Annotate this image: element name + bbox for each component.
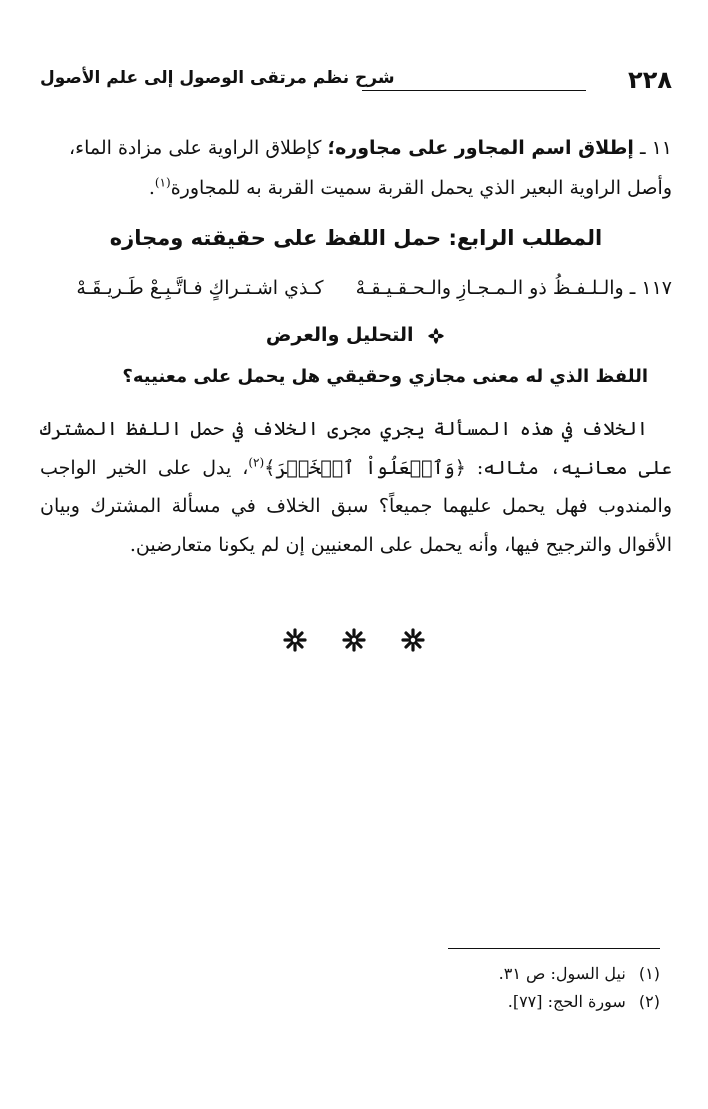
- item-text-line2: وأصل الراوية البعير الذي يحمل القربة سميت القربة به للمجاورة: [170, 177, 672, 199]
- footnote-text: نيل السول: ص ٣١.: [498, 964, 626, 983]
- verse-line: [40, 270, 672, 306]
- item-11: [40, 128, 672, 208]
- section-heading: المطلب الرابع: حمل اللفظ على حقيقته ومجازه: [109, 226, 603, 250]
- footnote-number: (٢): [638, 992, 660, 1011]
- footnote-ref-1[interactable]: (١): [154, 175, 171, 190]
- footnote-rule: [448, 948, 660, 949]
- footnote-2: [40, 988, 660, 1016]
- item-text-line1: كإطلاق الراوية على مزادة الماء،: [69, 137, 322, 159]
- subheading-text: التحليل والعرض: [265, 324, 414, 346]
- page-header: [40, 62, 672, 102]
- asterisk-star-icon: [401, 628, 425, 652]
- verse-hemistich-a: والـلـفـظُ ذو الـمـجـازِ والـحـقـيـقـهْ: [355, 277, 624, 299]
- section-separator: [0, 628, 708, 656]
- page-number: ٢٢٨: [628, 66, 672, 94]
- paragraph-part2: ، يدل على الخير الواجب والمندوب فهل يحمل عليهما جميعاً؟ سبق الخلاف في مسألة المشترك وبيان الأقوال والترجيح فيها، وأنه يحمل على المعنيين إن لم يكونا متعارضين.: [40, 456, 672, 556]
- verse-number: ١١٧ ـ: [629, 277, 672, 299]
- asterisk-star-icon: [342, 628, 366, 652]
- paragraph-part1: الخلاف في هذه المسألة يجري مجرى الخلاف في حمل اللفظ المشترك على معانيه، مثاله:: [40, 418, 672, 479]
- footnote-ref-2[interactable]: (٢): [248, 455, 265, 470]
- question-heading: اللفظ الذي له معنى مجازي وحقيقي هل يحمل على معنييه؟: [122, 366, 648, 387]
- footnote-text: سورة الحج: [٧٧].: [507, 992, 626, 1011]
- header-rule: [362, 90, 586, 91]
- item-end: .: [148, 177, 155, 199]
- verse-hemistich-b: كـذي اشـتـراكٍ فـاتَّـبِـعْ طَـريـقَـهْ: [76, 277, 324, 299]
- quran-quote: ﴿وَٱفۡعَلُواْ ٱلۡخَيۡرَ﴾: [264, 456, 466, 479]
- analysis-subheading: [40, 324, 672, 346]
- footnote-number: (١): [638, 964, 660, 983]
- asterisk-star-icon: [283, 628, 307, 652]
- body-paragraph: [40, 410, 672, 564]
- running-title: شرح نظم مرتقى الوصول إلى علم الأصول: [40, 68, 395, 88]
- item-bold-term: إطلاق اسم المجاور على مجاوره؛: [327, 137, 634, 159]
- footnote-1: [40, 960, 660, 988]
- item-number: ١١ ـ: [639, 137, 672, 159]
- footnotes: [40, 960, 660, 1016]
- floral-ornament-icon: [426, 326, 446, 346]
